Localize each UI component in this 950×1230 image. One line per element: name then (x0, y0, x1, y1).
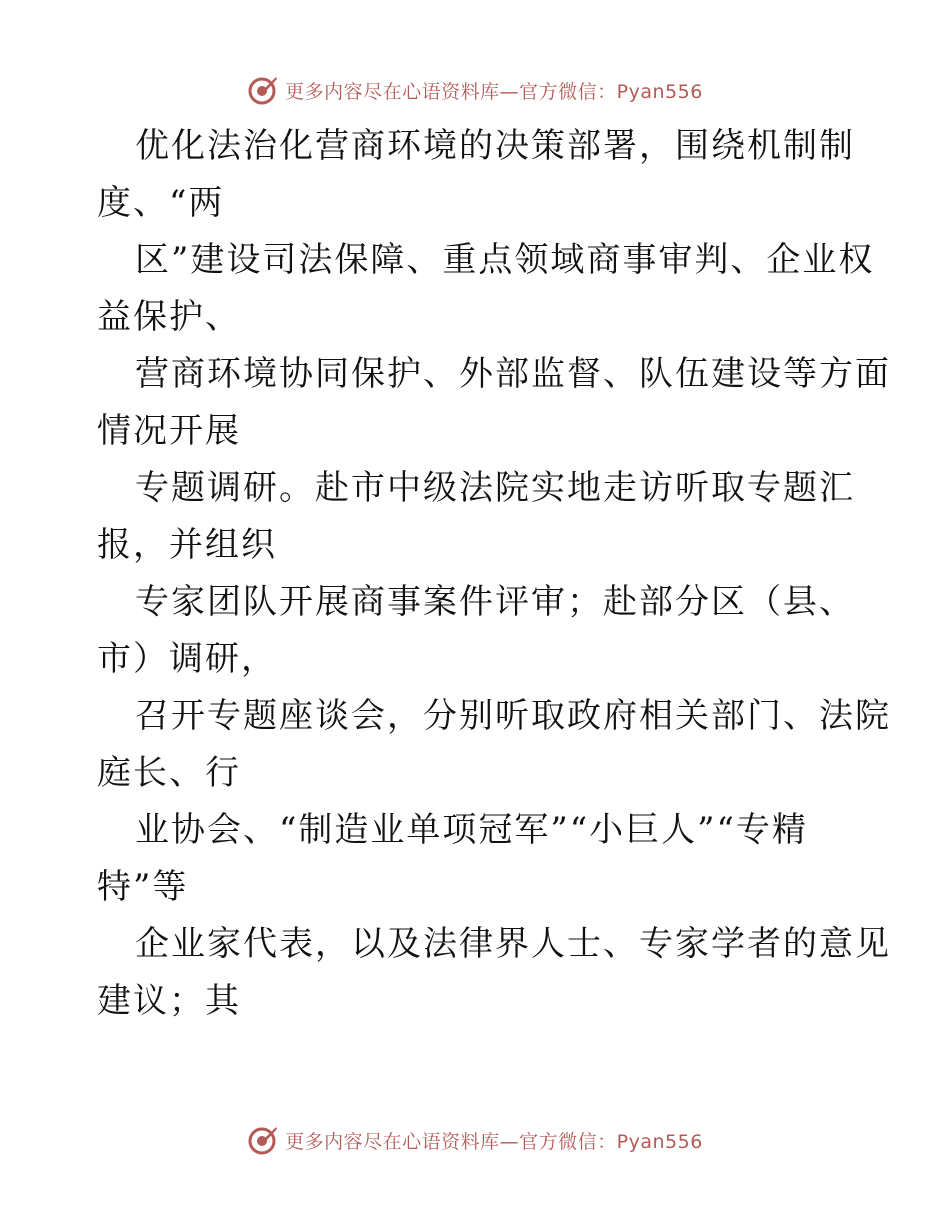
text-line: 优化法治化营商环境的决策部署，围绕机制制 (135, 126, 855, 166)
text-line: 市）调研， (97, 639, 277, 679)
text-line: 庭长、行 (97, 753, 241, 793)
text-line: 特”等 (97, 867, 189, 907)
quill-pen-circle-icon (247, 74, 279, 106)
text-line: 业协会、“制造业单项冠军”“小巨人”“专精 (135, 810, 808, 850)
text-line: 区”建设司法保障、重点领域商事审判、企业权 (135, 240, 875, 280)
text-line: 召开专题座谈会，分别听取政府相关部门、法院 (135, 696, 891, 736)
text-line: 专题调研。赴市中级法院实地走访听取专题汇 (135, 468, 855, 508)
text-line: 度、“两 (97, 183, 225, 223)
footer-banner (0, 1120, 950, 1160)
text-line: 情况开展 (97, 411, 241, 451)
document-body (97, 118, 891, 1030)
header-banner-text: 更多内容尽在心语资料库—官方微信：Pyan556 (285, 80, 703, 103)
text-line: 营商环境协同保护、外部监督、队伍建设等方面 (135, 354, 891, 394)
header-banner (0, 70, 950, 110)
text-line: 专家团队开展商事案件评审；赴部分区（县、 (135, 582, 855, 622)
text-line: 企业家代表，以及法律界人士、专家学者的意见 (135, 924, 891, 964)
quill-pen-circle-icon (247, 1124, 279, 1156)
text-line: 建议；其 (97, 981, 241, 1021)
footer-banner-text: 更多内容尽在心语资料库—官方微信：Pyan556 (285, 1130, 703, 1153)
text-line: 益保护、 (97, 297, 241, 337)
text-line: 报，并组织 (97, 525, 277, 565)
